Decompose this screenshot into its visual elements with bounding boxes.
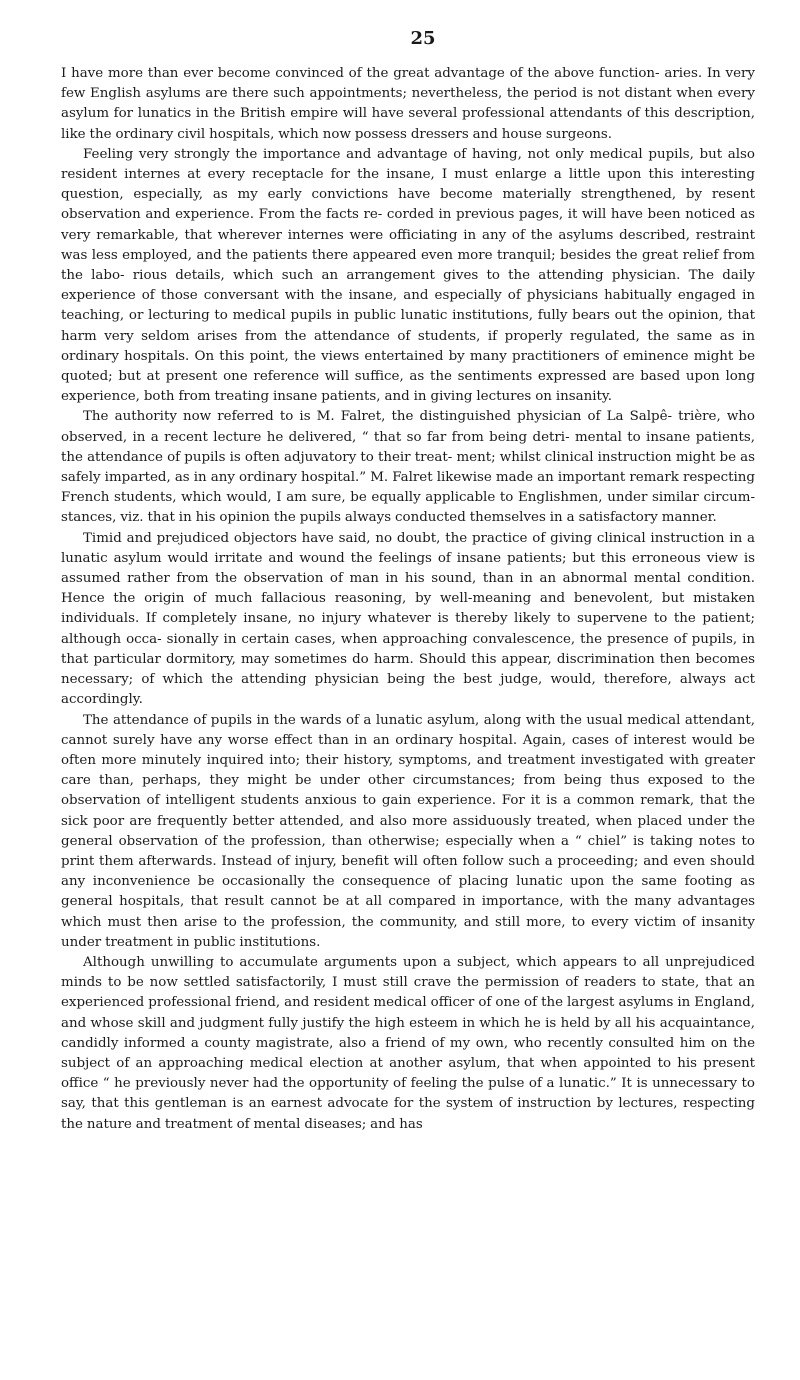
paragraph: I have more than ever become convinced of the great advantage of the above function- aries. In very few English asylums are there such appointments; nevertheless, the period is not distant when every asylum for lunatics in the British empire will have several professional attendants of this description, like the ordinary civil hospitals, which now possess dressers and house surgeons. [61,66,755,142]
paragraph: The authority now referred to is M. Falret, the distinguished physician of La Salpê- trière, who observed, in a recent lecture he delivered, “ that so far from being detri- mental to insane patients, the attendance of pupils is often adjuvatory to their treat- ment; whilst clinical instruction might be as safely imparted, as in any ordinary hospital.” M. Falret likewise made an important remark respecting French students, which would, I am sure, be equally applicable to Englishmen, under similar circum- stances, viz. that in his opinion the pupils always conducted themselves in a satisfactory manner. [61,409,755,526]
paragraph: Timid and prejudiced objectors have said, no doubt, the practice of giving clinical instruction in a lunatic asylum would irritate and wound the feelings of insane patients; but this erroneous view is assumed rather from the observation of man in his sound, than in an abnormal mental condition. Hence the origin of much fallacious reasoning, by well-meaning and benevolent, but mistaken individuals. If completely insane, no injury whatever is thereby likely to supervene to the patient; although occa- sionally in certain cases, when approaching convalescence, the presence of pupils, in that particular dormitory, may sometimes do harm. Should this appear, discrimination then becomes necessary; of which the attending physician being the best judge, would, therefore, always act accordingly. [61,530,755,708]
paragraph: Although unwilling to accumulate arguments upon a subject, which appears to all unprejudiced minds to be now settled satisfactorily, I must still crave the permission of readers to state, that an experienced professional friend, and resident medical officer of one of the largest asylums in England, and whose skill and judgment fully justify the high esteem in which he is held by all his acquaintance, candidly informed a county magistrate, also a friend of my own, who recently consulted him on the subject of an approaching medical election at another asylum, that when appointed to his present office “ he previously never had the opportunity of feeling the pulse of a lunatic.” It is unnecessary to say, that this gentleman is an earnest advocate for the system of instruction by lectures, respecting the nature and treatment of mental diseases; and has [61,954,755,1132]
paragraph: Feeling very strongly the importance and advantage of having, not only medical pupils, but also resident internes at every receptacle for the insane, I must enlarge a little upon this interesting question, especially, as my early convictions have become materially strengthened, by resent observation and experience. From the facts re- corded in previous pages, it will have been noticed as very remarkable, that wherever internes were officiating in any of the asylums described, restraint was less employed, and the patients there appeared even more tranquil; besides the great relief from the labo- rious details, which such an arrangement gives to the attending physician. The daily experience of those conversant with the insane, and especially of physicians habitually engaged in teaching, or lecturing to medical pupils in public lunatic institutions, fully bears out the opinion, that harm very seldom arises from the attendance of students, if properly regulated, the same as in ordinary hospitals. On this point, the views entertained by many practitioners of eminence might be quoted; but at present one reference will suffice, as the sentiments expressed are based upon long experience, both from treating insane patients, and in giving lectures on insanity. [61,146,755,405]
paragraph: The attendance of pupils in the wards of a lunatic asylum, along with the usual medical attendant, cannot surely have any worse effect than in an ordinary hospital. Again, cases of interest would be often more minutely inquired into; their history, symptoms, and treatment investigated with greater care than, perhaps, they might be under other circumstances; from being thus exposed to the observation of intelligent students anxious to gain experience. For it is a common remark, that the sick poor are frequently better attended, and also more assiduously treated, when placed under the general observation of the profession, than otherwise; especially when a “ chiel” is taking notes to print them afterwards. Instead of injury, benefit will often follow such a proceeding; and even should any inconvenience be occasionally the consequence of placing lunatic upon the same footing as general hospitals, that result cannot be at all compared in importance, with the many advantages which must then arise to the profession, the community, and still more, to every victim of insanity under treatment in public institutions. [61,712,755,950]
body-text [61,64,755,1135]
page-number: 25 [410,28,436,49]
